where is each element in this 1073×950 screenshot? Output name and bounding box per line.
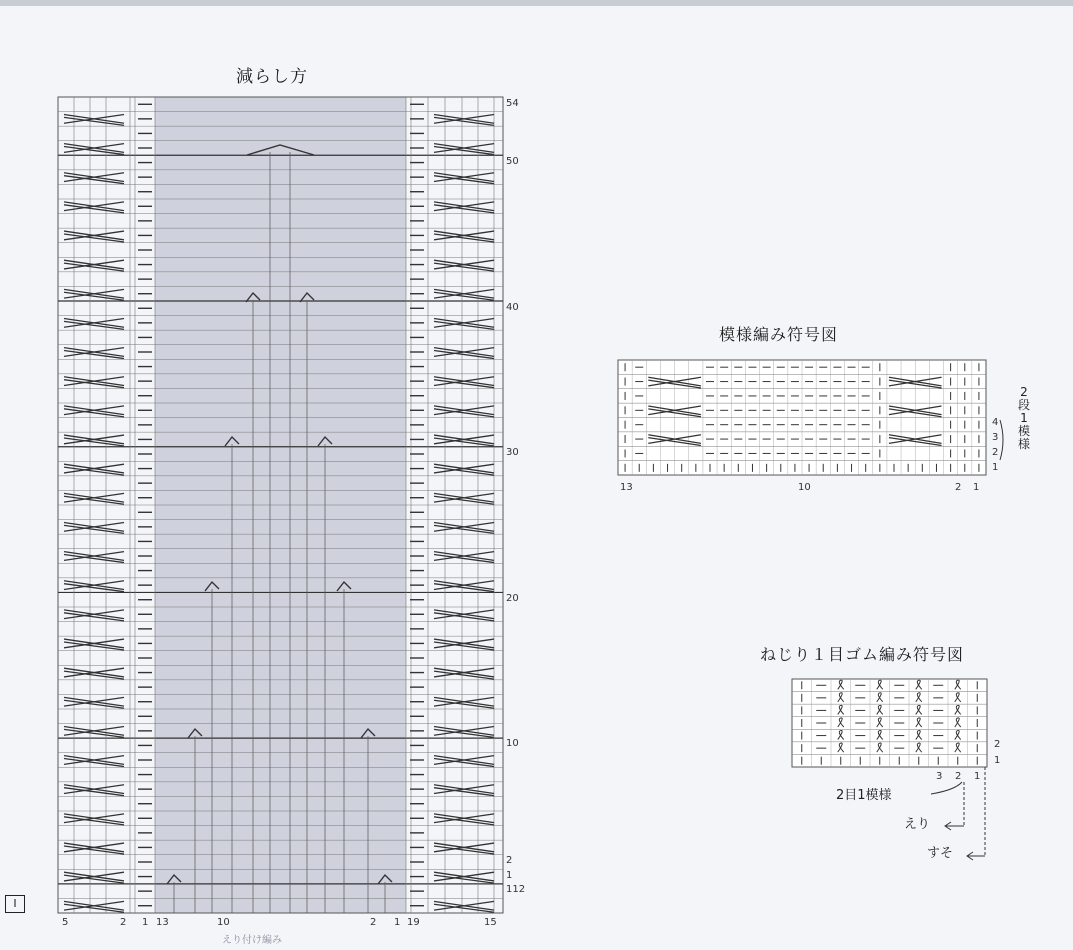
rib-repeat-label: 2目1模様 (836, 788, 892, 803)
row-label-112: 112 (506, 884, 526, 895)
pattern-repeat-note: 2段1模様 (1017, 385, 1030, 451)
pattern-col-13: 13 (620, 482, 633, 493)
pattern-col-10: 10 (798, 482, 811, 493)
pattern-col-2: 2 (955, 482, 962, 493)
repeat-leader (931, 782, 962, 794)
rib-collar-label: えり (904, 817, 931, 832)
col-label-2a: 2 (120, 917, 127, 928)
pattern-row-3: 3 (992, 432, 999, 443)
row-label-30: 30 (506, 447, 519, 458)
rib-col-2: 2 (955, 771, 962, 782)
pattern-brace (1000, 420, 1003, 460)
row-label-10: 10 (506, 738, 519, 749)
row-label-1: 1 (506, 870, 513, 881)
col-label-1b: 1 (394, 917, 401, 928)
col-label-10: 10 (217, 917, 230, 928)
pattern-row-2: 2 (992, 447, 999, 458)
pattern-chart-title: 模様編み符号図 (719, 325, 839, 344)
row-label-54: 54 (506, 98, 519, 109)
col-label-1a: 1 (142, 917, 149, 928)
row-label-50: 50 (506, 156, 519, 167)
rib-col-1: 1 (974, 771, 981, 782)
col-label-5: 5 (62, 917, 69, 928)
rib-col-3: 3 (936, 771, 943, 782)
page-label: I (5, 895, 25, 913)
col-label-19: 19 (407, 917, 420, 928)
rib-row-2: 2 (994, 739, 1001, 750)
row-label-20: 20 (506, 593, 519, 604)
pattern-col-1: 1 (973, 482, 980, 493)
col-label-15: 15 (484, 917, 497, 928)
pattern-row-1: 1 (992, 462, 999, 473)
pattern-row-4: 4 (992, 417, 999, 428)
row-label-40: 40 (506, 302, 519, 313)
col-label-13: 13 (156, 917, 169, 928)
rib-chart-title: ねじり１目ゴム編み符号図 (760, 645, 965, 664)
collar-pickup-note: えり付け編み (222, 935, 282, 946)
rib-row-1: 1 (994, 755, 1001, 766)
rib-hem-label: すそ (927, 846, 954, 861)
main-chart-title: 減らし方 (236, 67, 308, 87)
col-label-2b: 2 (370, 917, 377, 928)
row-label-2: 2 (506, 855, 513, 866)
